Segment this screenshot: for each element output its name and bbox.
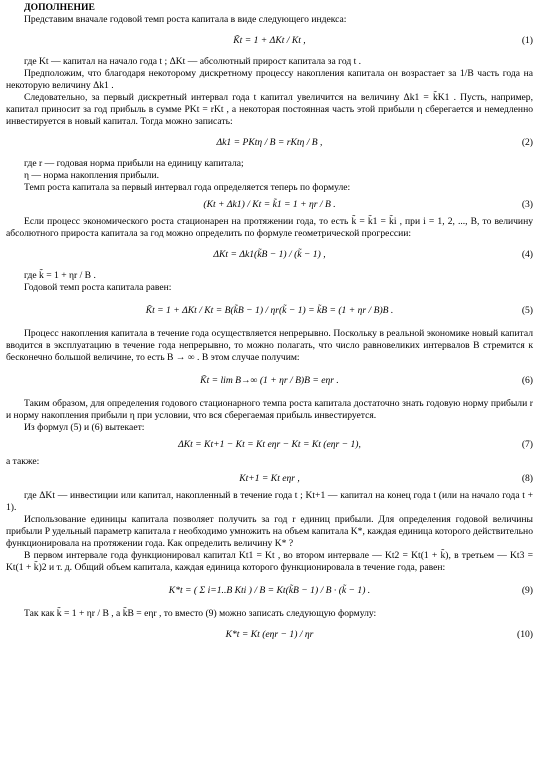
formula: ΔKt = Kt+1 − Kt = Kt eηr − Kt = Kt (eηr − 1), — [178, 439, 361, 450]
paragraph: Предположим, что благодаря некоторому дискретному процессу накопления капитала он возрастает за 1/B часть года на некоторую величину Δk1 . — [6, 68, 533, 91]
equation-number: (3) — [521, 199, 533, 210]
equation — [6, 294, 533, 328]
equation-number: (2) — [521, 137, 533, 148]
equation-number: (1) — [521, 35, 533, 46]
document-body — [6, 14, 533, 650]
equation-number: (5) — [521, 305, 533, 316]
equation — [6, 26, 533, 56]
equation-number: (7) — [521, 439, 533, 450]
paragraph: Следовательно, за первый дискретный интервал года t капитал увеличится на величину Δk1 = k̃K1 . Пусть, например, капитал приносит за год прибыль в сумме PKt = rKt , а некоторая постоянная часть этой прибыли η сберегается и немедленно инвестируется в новый капитал. Тогда можно записать: — [6, 92, 533, 127]
formula: K̃t = 1 + ΔKt / Kt , — [233, 35, 306, 46]
equation — [6, 240, 533, 270]
equation — [6, 468, 533, 490]
paragraph: Из формул (5) и (6) вытекает: — [24, 422, 145, 433]
paragraph: η — норма накопления прибыли. — [24, 170, 159, 181]
equation-number: (4) — [521, 249, 533, 260]
equation — [6, 364, 533, 398]
formula: ΔKt = Δk1(k̃B − 1) / (k̃ − 1) , — [213, 249, 326, 260]
equation — [6, 574, 533, 608]
paragraph: Годовой темп роста капитала равен: — [24, 282, 172, 293]
paragraph: а также: — [6, 456, 40, 467]
paragraph: Использование единицы капитала позволяет получить за год r единиц прибыли. Для определения годовой величины прибыли P удельный параметр капитала r необходимо умножить на объем капитала K*, каждая единица которого действительно функционировала на протяжении года. Как определить величину K* ? — [6, 514, 533, 549]
equation-number: (6) — [521, 375, 533, 386]
paragraph: Темп роста капитала за первый интервал года определяется теперь по формуле: — [24, 182, 351, 193]
equation — [6, 434, 533, 456]
formula: (Kt + Δk1) / Kt = k̃1 = 1 + ηr / B . — [203, 199, 336, 210]
paragraph: Таким образом, для определения годового стационарного темпа роста капитала достаточно знать годовую норму прибыли r и норму накопления прибыли η при условии, что вся сберегаемая прибыль инвестируется. — [6, 398, 533, 421]
formula: K*t = ( Σ i=1..B Kti ) / B = Kt(k̃B − 1) / B · (k̃ − 1) . — [168, 585, 371, 596]
equation-number: (8) — [521, 473, 533, 484]
paragraph: В первом интервале года функционировал капитал Kt1 = Kt , во втором интервале — Kt2 = Kt(1 + k̃), в третьем — Kt3 = Kt(1 + k̃)2 и т. д. Общий объем капитала, каждая единица которого функционировала в течение года, равен: — [6, 550, 533, 573]
paragraph: где ΔKt — инвестиции или капитал, накопленный в течение года t ; Kt+1 — капитал на конец года t (или на начало года t + 1). — [6, 490, 533, 513]
paragraph: Так как k̃ = 1 + ηr / B , а k̃B = eηr , то вместо (9) можно записать следующую формулу: — [24, 608, 377, 619]
paragraph: Процесс накопления капитала в течение года осуществляется непрерывно. Поскольку в реальной экономике новый капитал вводится в эксплуатацию в течение года непрерывно, то можно полагать, что число равновеликих интервалов B стремится к бесконечно большой величине, то есть B → ∞ . В этом случае получим: — [6, 328, 533, 363]
paragraph: где r — годовая норма прибыли на единицу капитала; — [24, 158, 244, 169]
paragraph: Если процесс экономического роста стационарен на протяжении года, то есть k̃ = k̃1 = k̃i , при i = 1, 2, ..., B, то величину абсолютного прироста капитала за год можно определить по формуле геометрической прогрессии: — [6, 216, 533, 239]
equation — [6, 128, 533, 158]
paragraph: где k̃ = 1 + ηr / B . — [24, 270, 96, 281]
paragraph: где Kt — капитал на начало года t ; ΔKt — абсолютный прирост капитала за год t . — [24, 56, 362, 67]
equation — [6, 194, 533, 216]
document-title: ДОПОЛНЕНИЕ — [24, 2, 95, 13]
formula: Kt+1 = Kt eηr , — [239, 473, 300, 484]
formula: K*t = Kt (eηr − 1) / ηr — [225, 629, 314, 640]
formula: Δk1 = PKtη / B = rKtη / B , — [216, 137, 323, 148]
equation — [6, 620, 533, 650]
equation-number: (9) — [521, 585, 533, 596]
formula: K̃t = 1 + ΔKt / Kt = B(k̃B − 1) / ηr(k̃ − 1) = k̃B = (1 + ηr / B)B . — [145, 305, 394, 316]
paragraph: Представим вначале годовой темп роста капитала в виде следующего индекса: — [24, 14, 347, 25]
formula: K̃t = lim B→∞ (1 + ηr / B)B = eηr . — [200, 375, 339, 386]
equation-number: (10) — [517, 629, 533, 640]
